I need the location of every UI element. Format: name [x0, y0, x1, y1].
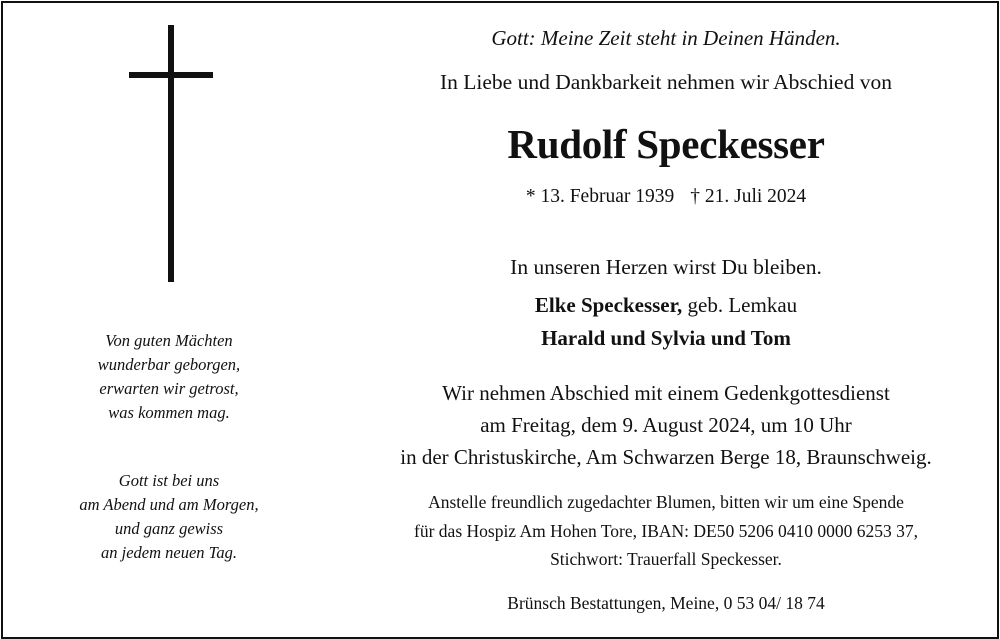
cross-horizontal-bar [129, 72, 213, 78]
donation-line: Stichwort: Trauerfall Speckesser. [550, 549, 782, 569]
poem-line: erwarten wir getrost, [99, 379, 239, 398]
cross-vertical-bar [168, 25, 174, 282]
spouse-name: Elke Speckesser, [534, 293, 683, 317]
life-dates [345, 186, 987, 208]
poem-line: was kommen mag. [108, 403, 230, 422]
service-line: am Freitag, dem 9. August 2024, um 10 Uhr [480, 413, 852, 437]
poem-line: Gott ist bei uns [118, 471, 220, 490]
poem-line: am Abend und am Morgen, [79, 495, 259, 514]
death-date: † 21. Juli 2024 [690, 186, 807, 207]
motto: Gott: Meine Zeit steht in Deinen Händen. [491, 26, 841, 50]
service-line: in der Christuskirche, Am Schwarzen Berge 18, Braunschweig. [400, 445, 932, 469]
funeral-home-footer: Brünsch Bestattungen, Meine, 0 53 04/ 18 74 [507, 593, 825, 613]
donation-line: für das Hospiz Am Hohen Tore, IBAN: DE50 5206 0410 0000 6253 37, [414, 521, 918, 541]
donation-line: Anstelle freundlich zugedachter Blumen, bitten wir um eine Spende [428, 492, 904, 512]
service-line: Wir nehmen Abschied mit einem Gedenkgottesdienst [442, 381, 890, 405]
family-children: Harald und Sylvia und Tom [541, 326, 791, 350]
deceased-name: Rudolf Speckesser [507, 121, 825, 167]
birth-date: * 13. Februar 1939 [525, 186, 675, 207]
poem-line: und ganz gewiss [114, 519, 224, 538]
poem-line: an jedem neuen Tag. [101, 543, 237, 562]
spouse-maiden-name: geb. Lemkau [682, 293, 798, 317]
heart-line: In unseren Herzen wirst Du bleiben. [510, 255, 822, 279]
poem-stanza-1 [40, 329, 298, 425]
poem-line: wunderbar geborgen, [97, 355, 241, 374]
poem-stanza-2 [40, 469, 298, 565]
family-spouse [345, 293, 987, 318]
intro-text: In Liebe und Dankbarkeit nehmen wir Abschied von [440, 70, 892, 94]
poem-line: Von guten Mächten [105, 331, 233, 350]
